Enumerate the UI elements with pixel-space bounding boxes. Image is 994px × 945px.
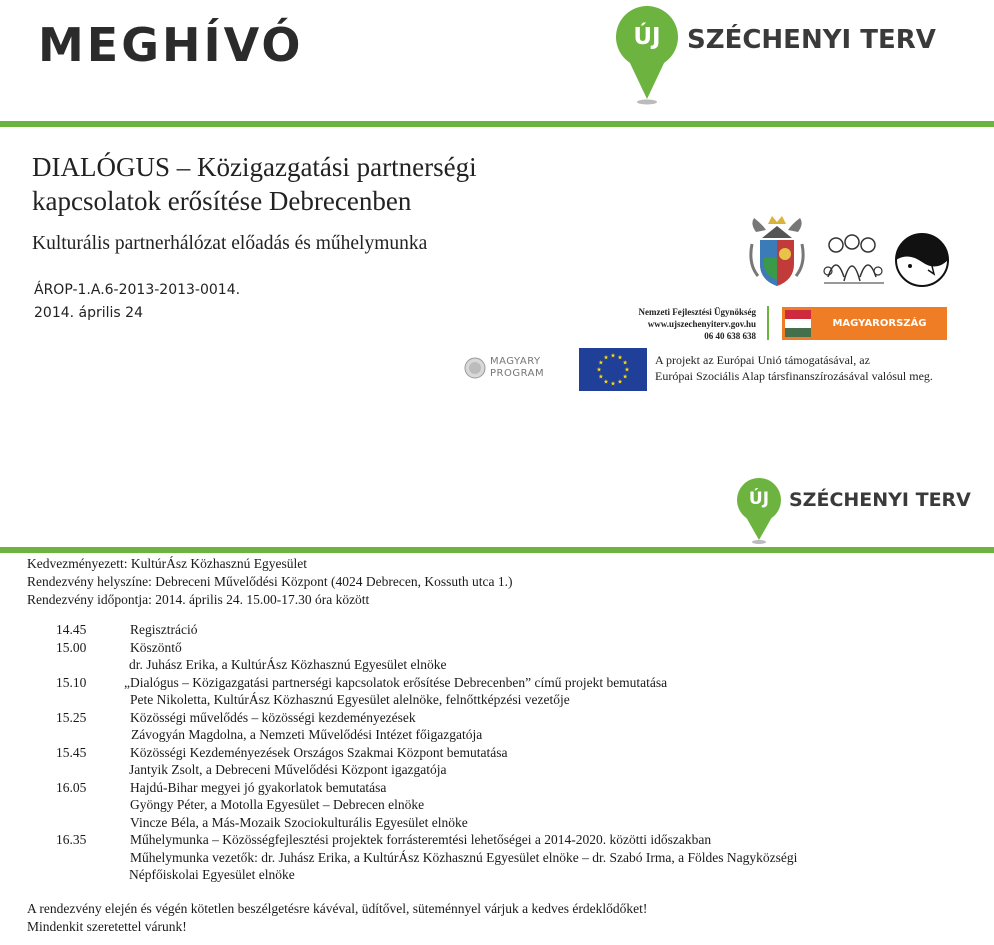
logo-text: SZÉCHENYI TERV <box>789 489 971 511</box>
logo-text: SZÉCHENYI TERV <box>687 25 936 55</box>
program-item-text: dr. Juhász Erika, a KultúrÁsz Közhasznú Egyesület elnöke <box>129 657 447 672</box>
program-item-text: Závogyán Magdolna, a Nemzeti Művelődési Intézet főigazgatója <box>131 727 483 742</box>
program-row <box>0 657 994 675</box>
szechenyi-terv-logo-bottom <box>736 478 971 544</box>
program-row <box>0 692 994 710</box>
event-title <box>32 150 477 218</box>
program-item-text: Gyöngy Péter, a Motolla Egyesület – Debrecen elnöke <box>130 797 425 812</box>
program-schedule <box>0 622 994 885</box>
event-title-line1: DIALÓGUS – Közigazgatási partnerségi <box>32 152 477 182</box>
szechenyi-terv-logo-top <box>615 5 936 105</box>
logo-badge-text: ÚJ <box>633 24 661 50</box>
eu-support-line2: Európai Szociális Alap társfinanszírozásával valósul meg. <box>655 369 933 383</box>
section-divider <box>0 547 994 553</box>
program-row <box>0 762 994 780</box>
logo-badge-text: ÚJ <box>748 489 770 509</box>
nfu-phone: 06 40 638 638 <box>704 331 756 341</box>
program-item-text: Vincze Béla, a Más-Mozaik Szociokulturális Egyesület elnöke <box>130 814 468 830</box>
program-row <box>0 850 994 868</box>
program-row <box>0 745 994 763</box>
eu-support-text <box>655 352 933 384</box>
program-item-text: Közösségi művelődés – közösségi kezdeményezések <box>130 709 416 725</box>
magyarorszag-megujul-label: MAGYARORSZÁG MEGÚJUL <box>832 318 927 362</box>
magyary-program-logo <box>464 356 544 380</box>
nfu-agency-name: Nemzeti Fejlesztési Ügynökség <box>638 307 756 317</box>
program-item-text: Köszöntő <box>130 639 182 655</box>
program-row <box>0 727 994 745</box>
eu-flag-icon <box>579 348 647 391</box>
coat-of-arms-icon <box>748 214 806 290</box>
program-row <box>0 797 994 815</box>
program-row <box>0 622 994 640</box>
closing-line1: A rendezvény elején és végén kötetlen beszélgetésre kávéval, üdítővel, süteménnyel várjuk a kedves érdeklődőket! <box>27 901 648 916</box>
program-time: 15.00 <box>56 639 87 655</box>
nfu-website: www.ujszechenyiterv.gov.hu <box>647 319 756 329</box>
program-time: 15.25 <box>56 709 87 725</box>
venue-line: Rendezvény helyszíne: Debreceni Művelődési Központ (4024 Debrecen, Kossuth utca 1.) <box>27 574 513 589</box>
magyary-line2: PROGRAM <box>490 368 545 379</box>
closing-line2: Mindenkit szeretettel várunk! <box>27 919 187 934</box>
event-date: 2014. április 24 <box>34 305 143 321</box>
program-item-text: „Dialógus – Közigazgatási partnerségi kapcsolatok erősítése Debrecenben” című projekt bemutatása <box>124 674 668 690</box>
program-row <box>0 780 994 798</box>
magyary-text <box>490 356 544 380</box>
szechenyi-pin-icon <box>736 478 782 544</box>
sponsor-divider <box>767 306 769 340</box>
program-row <box>0 675 994 693</box>
header-divider <box>0 121 994 127</box>
program-row <box>0 710 994 728</box>
program-item-text: Regisztráció <box>130 622 198 637</box>
page-title: MEGHÍVÓ <box>38 18 304 72</box>
program-row <box>0 832 994 850</box>
program-time: 16.35 <box>56 832 87 847</box>
program-item-text: Népfőiskolai Egyesület elnöke <box>129 867 295 882</box>
program-time: 14.45 <box>56 622 87 637</box>
program-row <box>0 640 994 658</box>
magyary-seal-icon <box>464 356 486 380</box>
program-row <box>0 815 994 833</box>
group-figures-logo-icon <box>822 233 886 287</box>
magyary-line1: MAGYARY <box>490 356 541 367</box>
program-time: 15.45 <box>56 744 87 760</box>
event-title-line2: kapcsolatok erősítése Debrecenben <box>32 186 412 216</box>
program-time: 16.05 <box>56 779 87 795</box>
program-item-text: Közösségi Kezdeményezések Országos Szakmai Központ bemutatása <box>130 744 508 760</box>
program-item-text: Pete Nikoletta, KultúrÁsz Közhasznú Egyesület alelnöke, felnőttképzési vezetője <box>130 692 570 707</box>
szechenyi-pin-icon <box>615 5 679 105</box>
project-code: ÁROP-1.A.6-2013-2013-0014. <box>34 282 241 298</box>
program-item-text: Műhelymunka – Közösségfejlesztési projektek forrásteremtési lehetőségei a 2014-2020. közötti időszakban <box>130 832 712 847</box>
program-item-text: Jantyik Zsolt, a Debreceni Művelődési Központ igazgatója <box>129 762 447 777</box>
program-item-text: Hajdú-Bihar megyei jó gyakorlatok bemutatása <box>130 779 387 795</box>
nfu-info <box>600 306 756 342</box>
beneficiary-line: Kedvezményezett: KultúrÁsz Közhasznú Egyesület <box>27 556 308 571</box>
time-line: Rendezvény időpontja: 2014. április 24. 15.00-17.30 óra között <box>27 592 370 607</box>
program-row <box>0 867 994 885</box>
closing-text <box>27 900 647 936</box>
eu-support-line1: A projekt az Európai Unió támogatásával, az <box>655 353 870 367</box>
program-item-text: Műhelymunka vezetők: dr. Juhász Erika, a KultúrÁsz Közhasznú Egyesület elnöke – dr. Szabó Irma, a Földes Nagyközségi <box>130 849 798 865</box>
circle-emblem-logo-icon <box>894 232 950 288</box>
event-subtitle: Kulturális partnerhálózat előadás és műhelymunka <box>32 233 428 254</box>
program-time: 15.10 <box>56 674 87 690</box>
event-info <box>27 555 512 609</box>
